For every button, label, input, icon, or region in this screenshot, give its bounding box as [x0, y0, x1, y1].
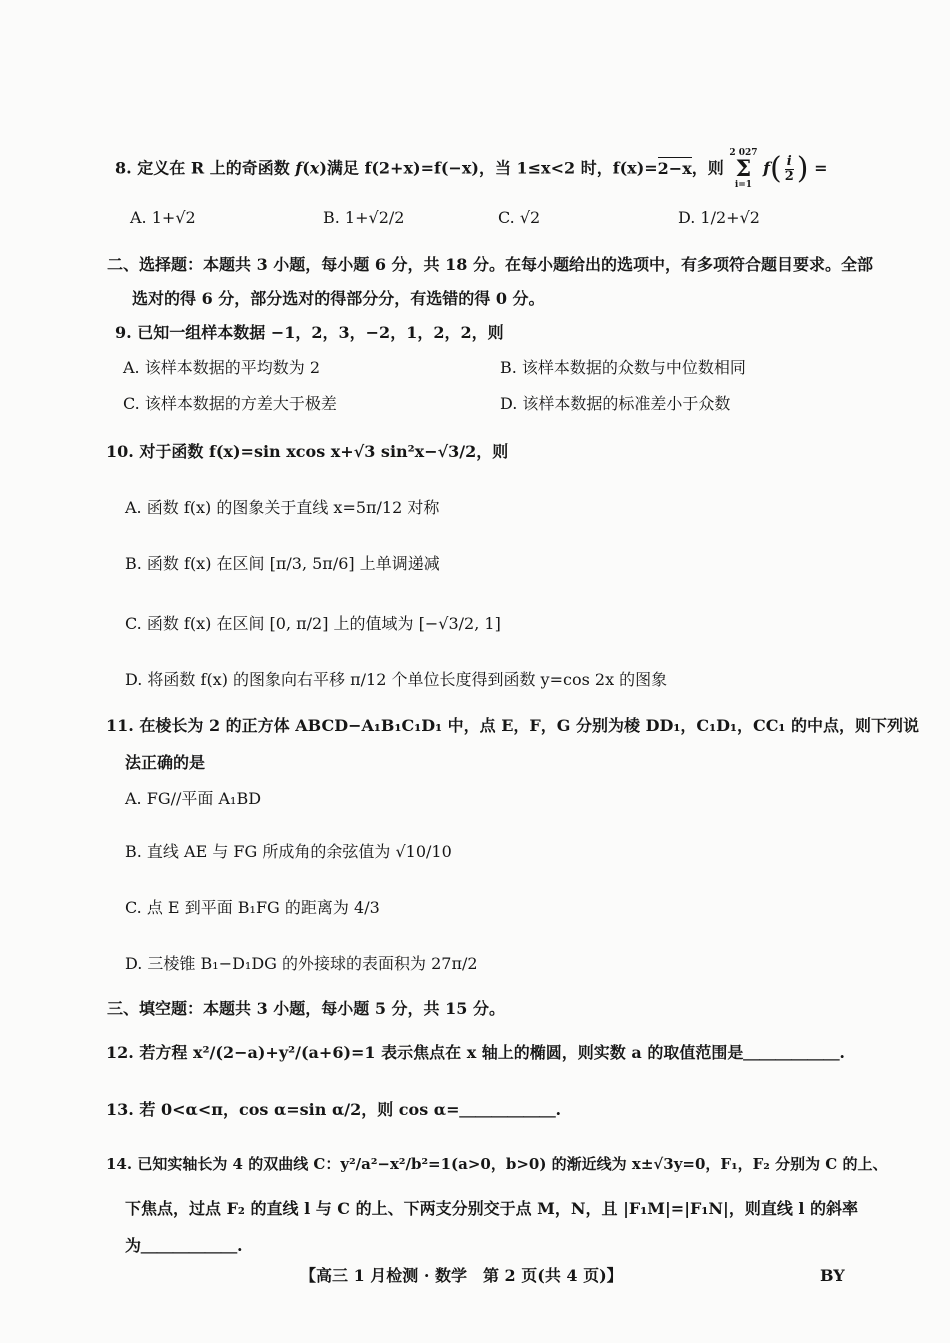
q11-stem-line1: 11. 在棱长为 2 的正方体 ABCD−A₁B₁C₁D₁ 中，点 E，F，G 分别为棱 DD₁，C₁D₁，CC₁ 的中点，则下列说	[106, 716, 920, 735]
q13-text: 13. 若 0<α<π，cos α=sin α/2，则 cos α=＿＿＿＿＿＿.	[106, 1100, 562, 1119]
q8-stem: 8. 定义在 R 上的奇函数 f(x)满足 f(2+x)=f(−x)，当 1≤x<2 时，f(x)=2−x，则 2 027 Σ i=1 f( $\frac{i}{2}$ ) =	[115, 148, 828, 190]
q10-option-c: C. 函数 f(x) 在区间 [0, π/2] 上的值域为 [−√3/2, 1]	[125, 614, 501, 633]
q14-line2: 下焦点，过点 F₂ 的直线 l 与 C 的上、下两支分别交于点 M，N，且 |F₁M|=|F₁N|，则直线 l 的斜率	[125, 1199, 859, 1218]
q14-line1: 14. 已知实轴长为 4 的双曲线 C：y²/a²−x²/b²=1(a>0，b>0) 的渐近线为 x±√3y=0，F₁，F₂ 分别为 C 的上、	[106, 1155, 888, 1173]
q11-option-c: C. 点 E 到平面 B₁FG 的距离为 4/3	[125, 898, 380, 917]
q9-option-b: B. 该样本数据的众数与中位数相同	[500, 358, 746, 377]
section2-note: 选对的得 6 分，部分选对的得部分分，有选错的得 0 分。	[132, 289, 545, 308]
q9-stem: 9. 已知一组样本数据 −1，2，3，−2，1，2，2，则	[115, 323, 504, 342]
q8-option-c: C. √2	[498, 208, 541, 227]
q10-option-a: A. 函数 f(x) 的图象关于直线 x=5π/12 对称	[125, 498, 440, 517]
q9-option-a: A. 该样本数据的平均数为 2	[123, 358, 320, 377]
footer-code: BY	[820, 1266, 845, 1285]
q11-stem-line2: 法正确的是	[125, 753, 206, 772]
q11-option-d: D. 三棱锥 B₁−D₁DG 的外接球的表面积为 27π/2	[125, 954, 478, 973]
section2-heading: 二、选择题：本题共 3 小题，每小题 6 分，共 18 分。在每小题给出的选项中，有多项符合题目要求。全部	[107, 255, 873, 274]
q8-option-a: A. 1+√2	[130, 208, 196, 227]
q14-line3: 为＿＿＿＿＿＿.	[125, 1236, 243, 1255]
q12-text: 12. 若方程 x²/(2−a)+y²/(a+6)=1 表示焦点在 x 轴上的椭圆，则实数 a 的取值范围是＿＿＿＿＿＿.	[106, 1043, 845, 1062]
q8-option-d: D. 1/2+√2	[678, 208, 760, 227]
summation-symbol: 2 027 Σ i=1	[729, 148, 758, 190]
page-footer: 【高三 1 月检测 · 数学 第 2 页(共 4 页)】	[300, 1266, 623, 1285]
section3-heading: 三、填空题：本题共 3 小题，每小题 5 分，共 15 分。	[107, 999, 505, 1018]
q9-option-d: D. 该样本数据的标准差小于众数	[500, 394, 731, 413]
q11-option-a: A. FG//平面 A₁BD	[125, 789, 262, 808]
q9-option-c: C. 该样本数据的方差大于极差	[123, 394, 337, 413]
q10-stem: 10. 对于函数 f(x)=sin xcos x+√3 sin²x−√3/2，则	[106, 442, 509, 461]
q11-option-b: B. 直线 AE 与 FG 所成角的余弦值为 √10/10	[125, 842, 452, 861]
q10-option-b: B. 函数 f(x) 在区间 [π/3, 5π/6] 上单调递减	[125, 554, 440, 573]
q10-option-d: D. 将函数 f(x) 的图象向右平移 π/12 个单位长度得到函数 y=cos 2x 的图象	[125, 670, 668, 689]
q8-option-b: B. 1+√2/2	[323, 208, 405, 227]
